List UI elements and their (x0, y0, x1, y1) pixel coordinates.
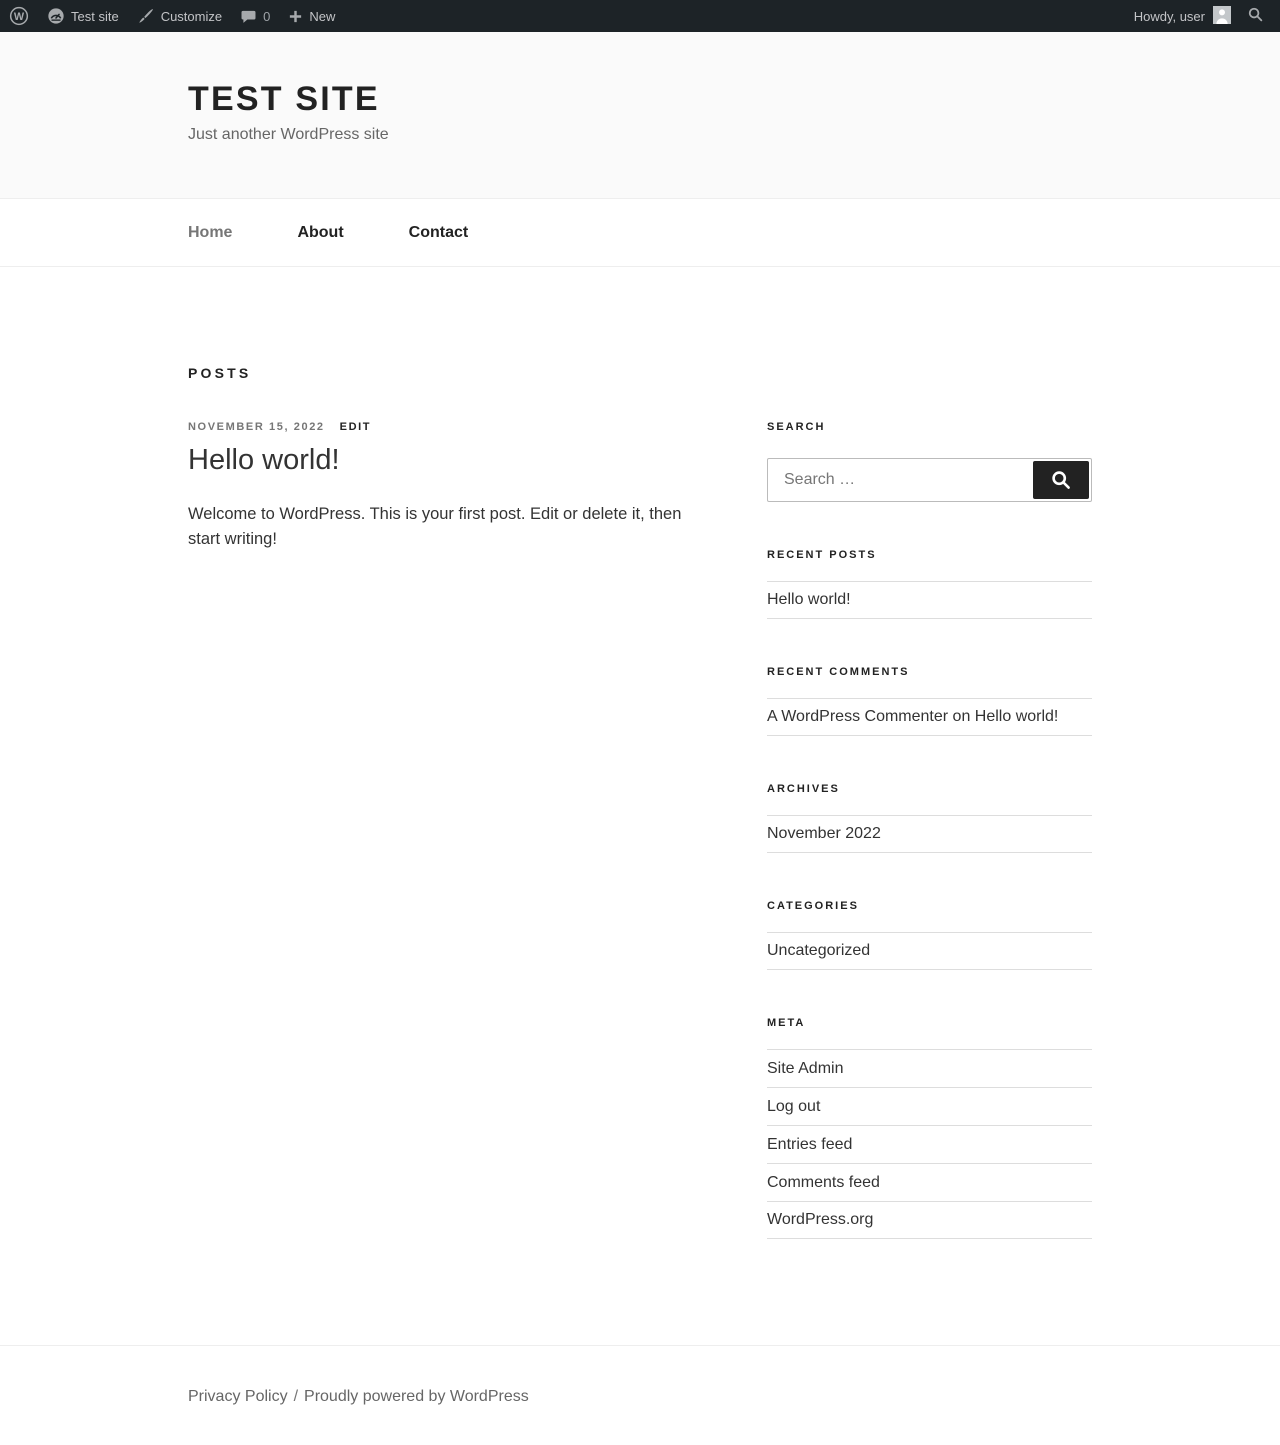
comment-post-link[interactable]: Hello world! (974, 708, 1059, 725)
avatar-icon (1213, 6, 1231, 27)
powered-by-link[interactable]: Proudly powered by WordPress (304, 1388, 529, 1405)
sidebar (767, 366, 1092, 1239)
list-item (767, 581, 1092, 619)
post-title-link[interactable]: Hello world! (188, 444, 340, 476)
post-edit-link[interactable]: EDIT (339, 421, 372, 433)
categories-title: CATEGORIES (767, 900, 859, 912)
post-meta-row (188, 421, 682, 433)
admin-bar-new-label: New (309, 8, 336, 24)
admin-bar-account-menu[interactable] (1126, 6, 1239, 27)
list-item (767, 1049, 1092, 1087)
nav-item-home[interactable]: Home (188, 223, 233, 241)
admin-bar-customize-label: Customize (160, 8, 223, 24)
post-body: Welcome to WordPress. This is your first post. Edit or delete it, then start writing! (188, 505, 682, 548)
archive-link[interactable]: November 2022 (767, 825, 881, 842)
search-icon (1050, 469, 1072, 491)
post-date-link[interactable]: NOVEMBER 15, 2022 (188, 421, 325, 433)
recent-comment (767, 708, 1058, 726)
post-article (188, 421, 682, 551)
site-content (0, 267, 1280, 1345)
recent-post-link[interactable]: Hello world! (767, 591, 851, 608)
svg-text:W: W (13, 10, 25, 23)
admin-bar-greeting: Howdy, user (1133, 8, 1205, 24)
list-item (767, 1125, 1092, 1163)
admin-bar-comments[interactable] (231, 0, 279, 32)
archives-widget (767, 784, 1092, 853)
recent-comments-title: RECENT COMMENTS (767, 666, 910, 678)
list-item (767, 1163, 1092, 1201)
customize-icon (137, 7, 155, 25)
admin-bar-new[interactable] (279, 0, 344, 32)
admin-bar-customize[interactable] (128, 0, 231, 32)
wordpress-logo-icon (9, 6, 29, 26)
search-form (767, 458, 1092, 502)
list-item (767, 815, 1092, 853)
category-link[interactable]: Uncategorized (767, 942, 871, 959)
list-item (767, 698, 1092, 736)
admin-bar-comments-count: 0 (263, 8, 271, 24)
new-icon (288, 9, 303, 24)
site-tagline: Just another WordPress site (188, 126, 389, 144)
meta-list (767, 1049, 1092, 1239)
recent-posts-title: RECENT POSTS (767, 549, 877, 561)
wordpress-menu-button[interactable] (0, 0, 38, 32)
meta-entries-feed-link[interactable]: Entries feed (767, 1135, 853, 1153)
post-title (188, 442, 682, 478)
list-item (767, 1201, 1092, 1239)
admin-bar-right (1126, 0, 1280, 32)
recent-posts-list (767, 581, 1092, 619)
meta-comments-feed-link[interactable]: Comments feed (767, 1173, 880, 1191)
categories-list (767, 932, 1092, 970)
meta-log-out-link[interactable]: Log out (767, 1097, 821, 1115)
search-submit-button[interactable] (1033, 461, 1089, 499)
meta-site-admin-link[interactable]: Site Admin (767, 1059, 844, 1077)
privacy-policy-link[interactable]: Privacy Policy (188, 1388, 288, 1405)
nav-item-about[interactable]: About (297, 223, 344, 241)
dashboard-icon (47, 7, 65, 25)
list-item (767, 1087, 1092, 1125)
meta-wordpress-org-link[interactable]: WordPress.org (767, 1211, 874, 1228)
search-widget-title: SEARCH (767, 421, 826, 433)
categories-widget (767, 901, 1092, 970)
site-branding (188, 32, 1092, 144)
site-header (0, 32, 1280, 198)
meta-widget (767, 1018, 1092, 1239)
comment-connector: on (948, 708, 975, 725)
recent-comments-widget (767, 667, 1092, 736)
site-footer (0, 1345, 1280, 1443)
search-widget (767, 422, 1092, 502)
archives-title: ARCHIVES (767, 783, 840, 795)
recent-comments-list (767, 698, 1092, 736)
footer-separator: / (293, 1388, 299, 1405)
admin-bar-left (0, 0, 344, 32)
posts-column (188, 366, 682, 551)
meta-title: META (767, 1017, 806, 1029)
admin-bar-site-name-label: Test site (71, 8, 119, 24)
list-item (767, 932, 1092, 970)
nav-item-contact[interactable]: Contact (408, 223, 469, 241)
comments-icon (240, 8, 257, 25)
search-icon (1247, 6, 1264, 26)
recent-posts-widget (767, 550, 1092, 619)
admin-bar-site-name[interactable] (38, 0, 128, 32)
archives-list (767, 815, 1092, 853)
admin-bar-search-button[interactable] (1239, 6, 1276, 26)
admin-bar (0, 0, 1280, 32)
comment-author-link[interactable]: A WordPress Commenter (767, 708, 949, 725)
main-navigation (0, 198, 1280, 267)
site-title-link[interactable]: TEST SITE (188, 80, 380, 118)
page-title: POSTS (188, 365, 252, 381)
